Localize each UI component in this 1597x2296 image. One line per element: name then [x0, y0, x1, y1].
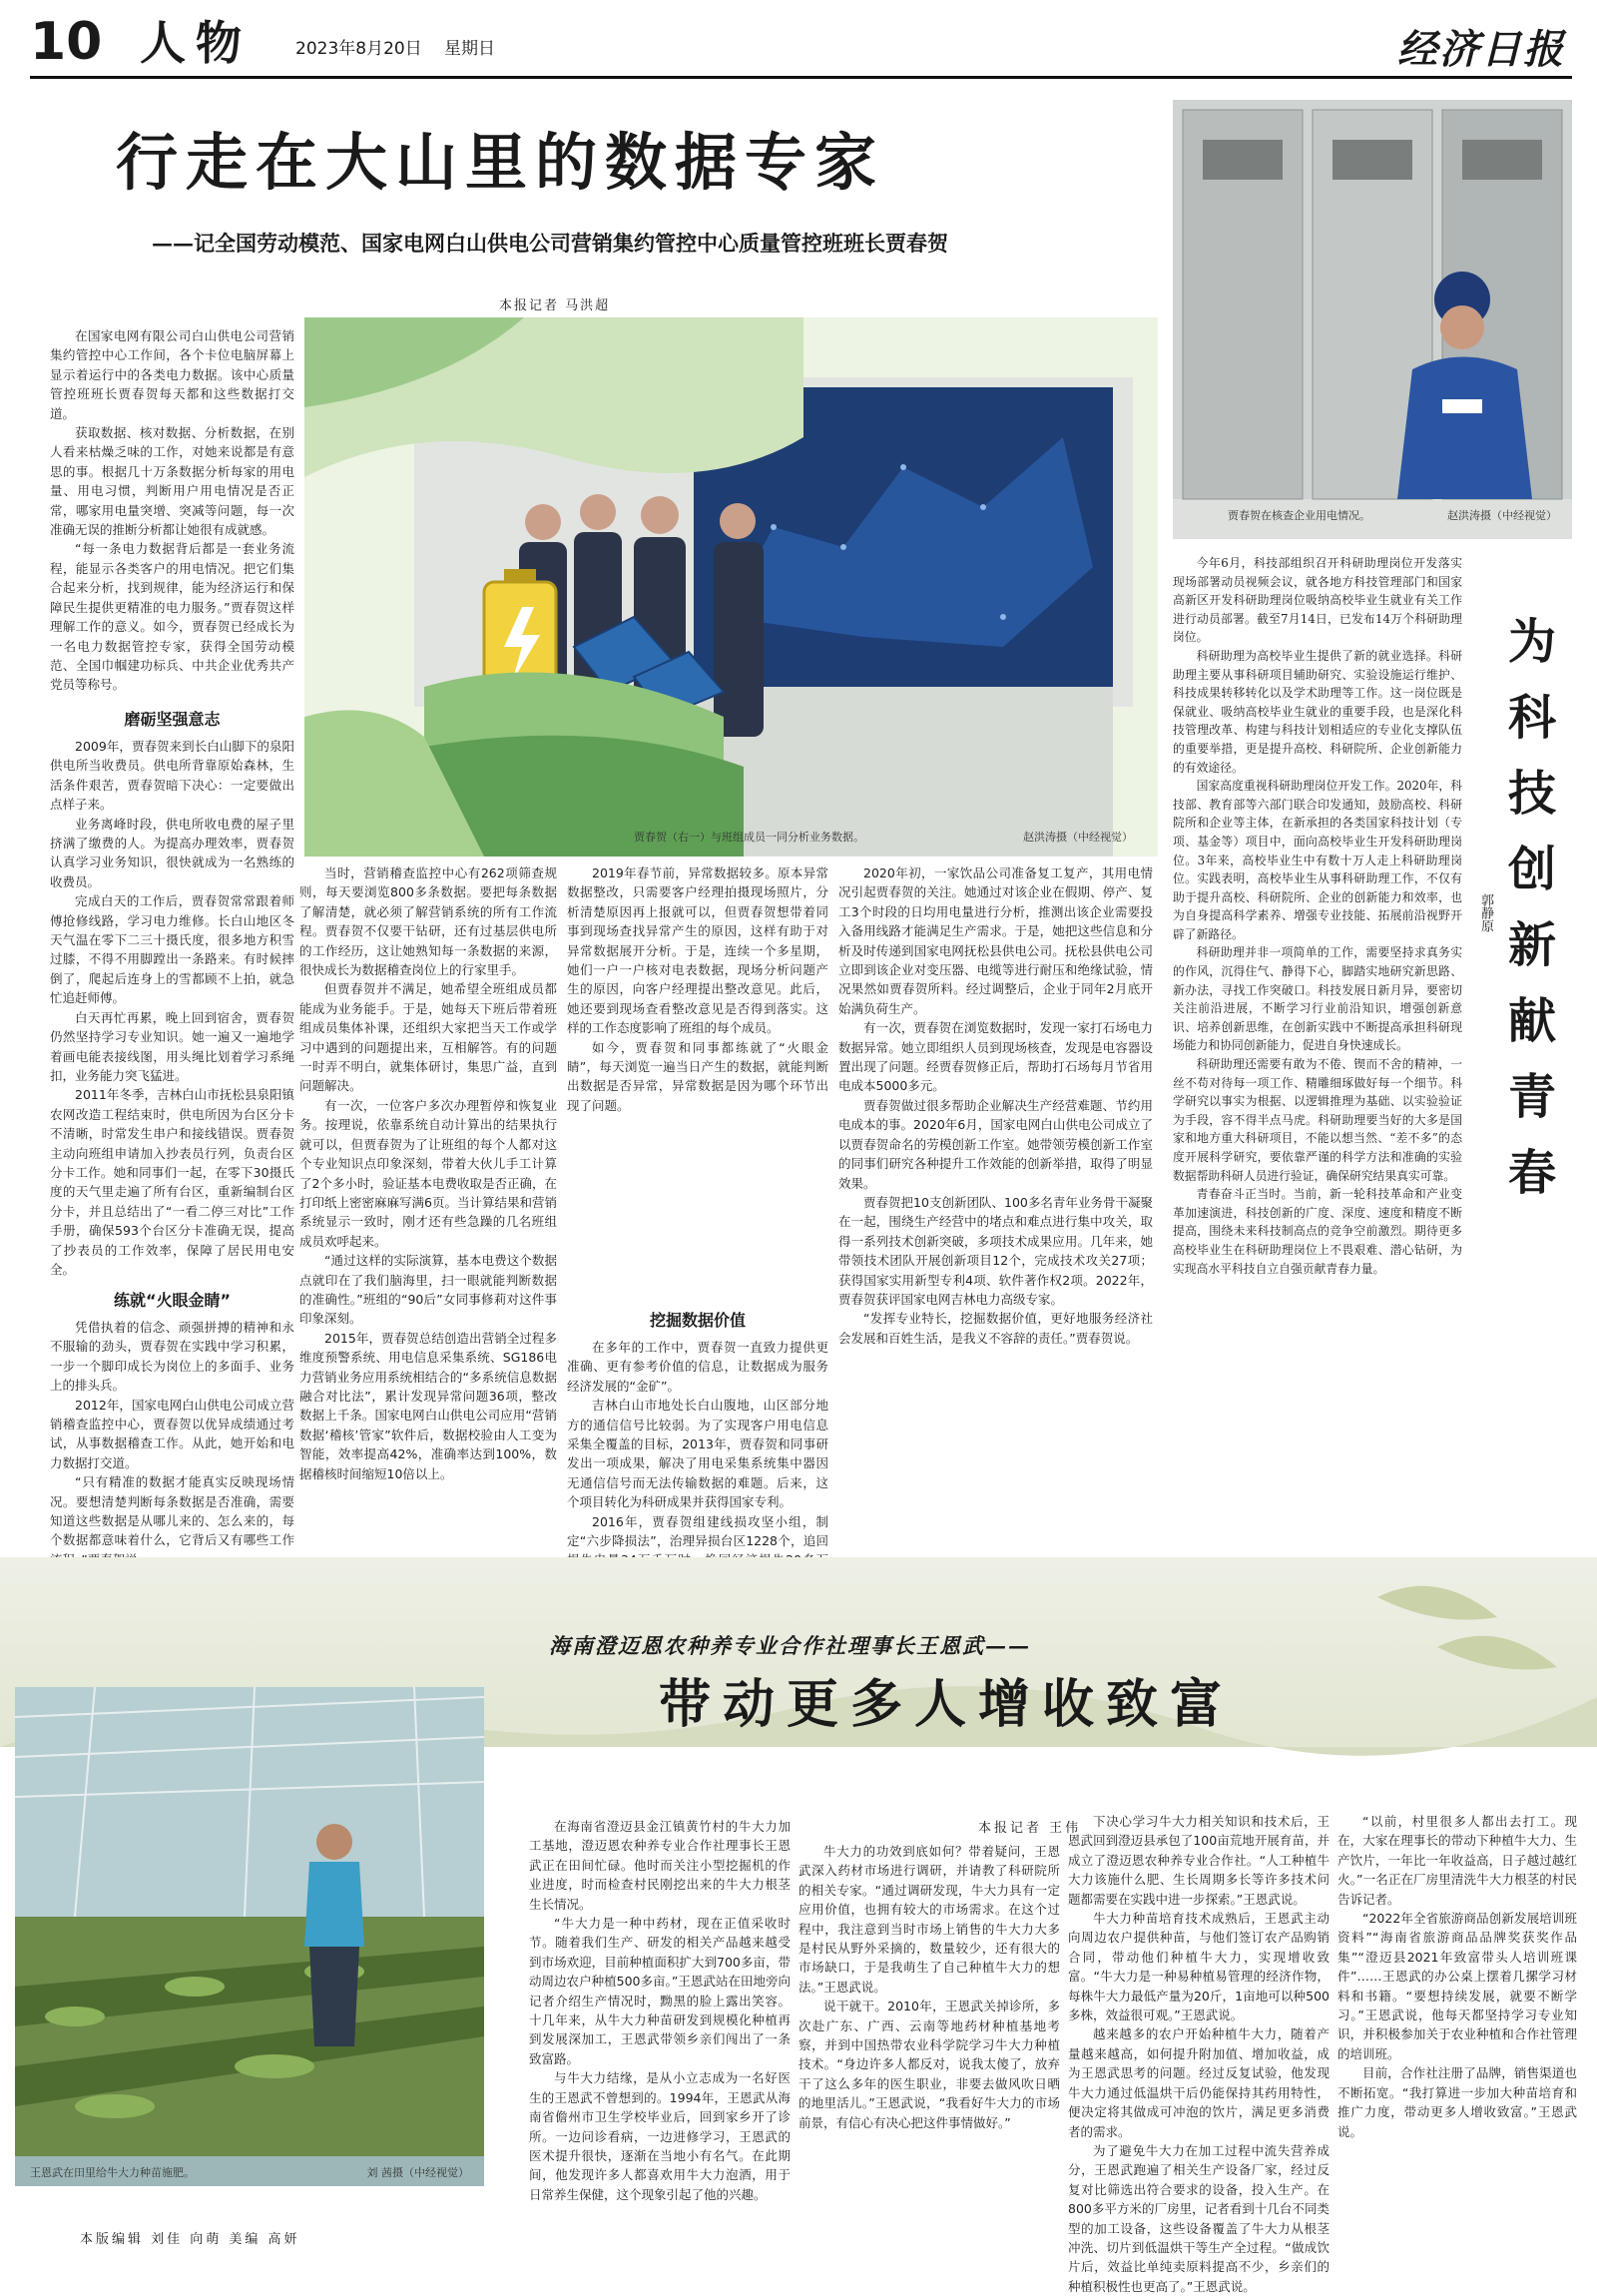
page-header — [0, 0, 1597, 82]
title-char: 春 — [1507, 1145, 1556, 1201]
title-char: 创 — [1507, 842, 1556, 897]
paragraph: 白天再忙再累，晚上回到宿舍，贾春贺仍然坚持学习专业知识。她一遍又一遍地学着画电能表接线图，用头绳比划着学习系绳扣，业务能力突飞猛进。 — [50, 1009, 294, 1083]
section-name: 人物 — [140, 16, 252, 70]
page-footer: 本版编辑 刘佳 向萌 美编 高妍 — [80, 2232, 300, 2247]
paragraph: 吉林白山市地处长白山腹地，山区部分地方的通信信号比较弱。为了实现客户用电信息采集全覆盖的目标，2013年，贾春贺和同事研发出一项成果，解决了用电采集系统集中器因无通信信号而无法传输数据的难题。后来，这个项目转化为科研成果并获得国家专利。 — [567, 1398, 828, 1510]
story3-title: 带动更多人增收致富 — [659, 1674, 1235, 1735]
title-char: 为 — [1507, 614, 1556, 670]
paragraph: 2020年初，一家饮品公司准备复工复产，其用电情况引起贾春贺的关注。她通过对该企业在假期、停产、复工3个时段的日均用电量进行分析，推测出该企业需要投入备用线路才能满足生产需求。于是，她把这些信息和分析及时传递到国家电网抚松县供电公司。抚松县供电公司立即到该企业对变压器、电缆等进行耐压和绝缘试验，情况果然如贾春贺所料。经过调整后，企业于同年2月底开始满负荷生产。 — [838, 865, 1153, 1016]
power-cabinet-illustration — [1173, 100, 1572, 499]
section-heading-2: 练就“火眼金睛” — [113, 1291, 232, 1310]
paragraph: 有一次，一位客户多次办理暂停和恢复业务。按理说，依靠系统自动计算出的结果执行就可以，但贾春贺为了让班组的每个人都对这个专业知识点印象深刻，带着大伙儿手工计算了2个多小时，验证基本电费收取是否正确，在打印纸上密密麻麻写满6页。当计算结果和营销系统显示一致时，刚才还有些急躁的几名班组成员欢呼起来。 — [299, 1097, 557, 1249]
paragraph: 2015年，贾春贺总结创造出营销全过程多维度预警系统、用电信息采集系统、SG186电力营销业务应用系统相结合的“多系统信息数据融合对比法”，累计发现异常问题36项，整改数据上千条。国家电网白山供电公司应用“营销数据‘稽核’管家”软件后，数据校验由人工变为智能，效率提高42%，准确率达到100%，数据稽核时间缩短10倍以上。 — [299, 1330, 557, 1481]
story3-photo-caption — [30, 2164, 469, 2180]
photo2-credit: 赵洪涛摄（中经视觉） — [1447, 509, 1557, 522]
paragraph: “牛大力是一种中药材，现在正值采收时节。随着我们生产、研发的相关产品越来越受到市场欢迎，目前种植面积扩大到700多亩，带动周边农户种植500多亩。”王恩武站在田地旁向记者介绍生产情况时，黝黑的脸上露出笑容。十几年来，从牛大力种苗研发到规模化种植再到发展深加工，王恩武带领乡亲们闯出了一条致富路。 — [529, 1916, 791, 2066]
story2-author: 郭静原 — [1478, 893, 1493, 932]
greenhouse-field-illustration — [15, 1687, 484, 2156]
photo2-caption-text: 贾春贺在核查企业用电情况。 — [1228, 509, 1370, 522]
story1-section2-col2 — [299, 863, 557, 1547]
story1-photo-caption — [634, 829, 1133, 845]
photo3-caption-text: 王恩武在田里给牛大力种苗施肥。 — [30, 2166, 195, 2179]
story2-box — [1168, 554, 1572, 1542]
paragraph: 说干就干。2010年，王恩武关掉诊所，多次赴广东、广西、云南等地药材种植基地考察，并到中国热带农业科学院学习牛大力种植技术。“身边许多人都反对，说我太傻了，放弃干了这么多年的医生职业，非要去做风吹日晒的地里活儿。”王恩武说，“我看好牛大力的市场前景，有信心有决心把这件事情做好。” — [798, 1999, 1060, 2130]
paragraph: 贾春贺把10支创新团队、100多名青年业务骨干凝聚在一起，围绕生产经营中的堵点和难点进行集中攻关，取得一系列技术创新突破，多项技术成果应用。几年来，她带领技术团队开展创新项目12个，完成技术攻关27项；获得国家实用新型专利4项、软件著作权2项。2022年，贾春贺获评国家电网吉林电力高级专家。 — [838, 1194, 1153, 1307]
paragraph: 业务离峰时段，供电所收电费的屋子里挤满了缴费的人。为提高办理效率，贾春贺认真学习业务知识，很快就成为一名熟练的收费员。 — [50, 816, 294, 889]
story1-title: 行走在大山里的数据专家 — [116, 126, 885, 199]
paragraph: “通过这样的实际演算，基本电费这个数据点就印在了我们脑海里，扫一眼就能判断数据的准确性。”班组的“90后”女同事修莉对这件事印象深刻。 — [299, 1253, 557, 1327]
paragraph: 有一次，贾春贺在浏览数据时，发现一家打石场电力数据异常。她立即组织人员到现场核查，发现是电容器设置出现了问题。经贾春贺修正后，帮助打石场每月节省用电成本5000多元。 — [838, 1020, 1153, 1094]
story3-col2 — [798, 1842, 1060, 2256]
paragraph: “以前，村里很多人都出去打工。现在，大家在理事长的带动下种植牛大力、生产饮片，一年比一年收益高，日子越过越红火。”一名正在厂房里清洗牛大力根茎的村民告诉记者。 — [1337, 1814, 1577, 1907]
page-number: 10 — [30, 12, 103, 72]
story1-section3-col1 — [567, 1338, 828, 1547]
paragraph: “发挥专业特长，挖掘数据价值，更好地服务经济社会发展和百姓生活，是我义不容辞的责任。”贾春贺说。 — [838, 1311, 1153, 1346]
paragraph: 在多年的工作中，贾春贺一直致力提供更准确、更有参考价值的信息，让数据成为服务经济发展的“金矿”。 — [567, 1340, 828, 1394]
paragraph: 2009年，贾春贺来到长白山脚下的泉阳供电所当收费员。供电所背靠原始森林，生活条件艰苦，贾春贺暗下决心：一定要做出点样子来。 — [50, 739, 294, 813]
story1-section1 — [50, 737, 294, 1286]
paragraph: 国家高度重视科研助理岗位开发工作。2020年，科技部、教育部等六部门联合印发通知，鼓励高校、科研院所和企业等主体，在新承担的各类国家科技计划（专项、基金等）项目中，面向高校毕业生开发科研助理岗位。3年来，高校毕业生中有数十万人走上科研助理岗位。实践表明，高校毕业生从事科研助理工作，不仅有助于提升高校、科研院所、企业的创新能力和效率，也为自身提高科学素养、增强专业技能、拓展前沿视野开辟了新路径。 — [1173, 779, 1462, 941]
paragraph: 但贾春贺并不满足，她希望全班组成员都能成为业务能手。于是，她每天下班后带着班组成员集体补课，还组织大家把当天工作或学习中遇到的问题提出来，互相解答。有的问题一时弄不明白，就集体研讨，集思广益，直到问题解决。 — [299, 981, 557, 1094]
story1-intro — [50, 326, 294, 696]
story3-byline: 本报记者 王伟 — [978, 1821, 1082, 1836]
paragraph: 下决心学习牛大力相关知识和技术后，王恩武回到澄迈县承包了100亩荒地开展育苗，并成立了澄迈恩农种养专业合作社。“人工种植牛大力该施什么肥、生长周期多长等许多技术问题都需要在实践中进一步探索。”王恩武说。 — [1068, 1814, 1330, 1907]
paragraph: 与牛大力结缘，是从小立志成为一名好医生的王恩武不曾想到的。1994年，王恩武从海南省儋州市卫生学校毕业后，回到家乡开了诊所。一边问诊看病，一边进修学习，王恩武的医术提升很快，逐渐在当地小有名气。在此期间，他发现许多人都喜欢用牛大力泡酒，用于日常养生保健，这个现象引起了他的兴趣。 — [529, 2070, 791, 2202]
paragraph: 获取数据、核对数据、分析数据，在别人看来枯燥乏味的工作，对她来说都是有意思的事。根据几十万条数据分析每家的用电量、用电习惯，判断用户用电情况是否正常，哪家用电量突增、突减等问题，每一次准确无误的推断分析都让她很有成就感。 — [50, 425, 294, 538]
story1-section2-col3 — [567, 863, 828, 1303]
header-rule — [30, 76, 1572, 79]
story1-section3-col2 — [838, 863, 1153, 1547]
photo-caption-text: 贾春贺（右一）与班组成员一同分析业务数据。 — [634, 831, 864, 844]
photo-credit: 赵洪涛摄（中经视觉） — [1023, 831, 1133, 844]
paragraph: “2022年全省旅游商品创新发展培训班资料”“海南省旅游商品品牌奖获奖作品集”“澄迈县2021年致富带头人培训班课件”……王恩武的办公桌上摆着几摞学习材料和书籍。“要想持续发展，就要不断学习。”王恩武说，他每天都坚持学习专业知识，并积极参加关于农业种植和合作社管理的培训班。 — [1337, 1911, 1577, 2061]
paragraph: 科研助理并非一项简单的工作，需要坚持求真务实的作风，沉得住气、静得下心，脚踏实地研究新思路、新办法，寻找工作突破口。科技发展日新月异，要密切关注前沿进展，不断学习行业前沿知识，增强创新意识、培养创新思维，在创新实践中不断提高承担科研现场能力和协同创新能力，促进自身快速成长。 — [1173, 945, 1462, 1053]
photo3-credit: 刘 茜摄（中经视觉） — [366, 2166, 469, 2179]
paragraph: 2016年，贾春贺组建线损攻坚小组，制定“六步降损法”，治理异损台区1228个，追回 — [567, 1513, 828, 1549]
paragraph: 在海南省澄迈县金江镇黄竹村的牛大力加工基地，澄迈恩农种养专业合作社理事长王恩武正在田间忙碌。他时而关注小型挖掘机的作业进度，时而检查村民刚挖出来的牛大力根茎生长情况。 — [529, 1819, 791, 1912]
title-char: 科 — [1507, 690, 1556, 746]
story1-section2-col1 — [50, 1318, 294, 1547]
story3-photo — [15, 1687, 484, 2186]
paragraph: 当时，营销稽查监控中心有262项筛查规则，每天要浏览800多条数据。要把每条数据了解清楚，就必须了解营销系统的所有工作流程。贾春贺不仅要干钻研，还有过基层供电所的工作经历，这让她熟知每一条数据的来源，很快成长为数据稽查岗位上的行家里手。 — [299, 865, 557, 978]
paragraph: 今年6月，科技部组织召开科研助理岗位开发落实现场部署动员视频会议，就各地方科技管理部门和国家高新区开发科研助理岗位吸纳高校毕业生就业有关工作进行动员部署。截至7月14日，已发布14万个科研助理岗位。 — [1173, 556, 1462, 645]
paragraph: 在国家电网有限公司白山供电公司营销集约管控中心工作间，各个卡位电脑屏幕上显示着运行中的各类电力数据。该中心质量管控班班长贾春贺每天都和这些数据打交道。 — [50, 328, 294, 421]
paragraph: 2019年春节前，异常数据较多。原本异常数据整改，只需要客户经理拍摄现场照片，分析清楚原因再上报就可以，但贾春贺想带着同事到现场查找异常产生的原因，这样有助于对异常数据展开分析。于是，连续一个多星期，她们一户一户核对电表数据，现场分析问题产生的原因，向客户经理提出整改意见。此后，她还要到现场查看整改意见是否得到落实。这样的工作态度影响了班组的每个成员。 — [567, 865, 828, 1036]
story1-subtitle: ——记全国劳动模范、国家电网白山供电公司营销集约管控中心质量管控班班长贾春贺 — [152, 231, 948, 256]
paragraph: 越来越多的农户开始种植牛大力，随着产量越来越高，如何提升附加值、增加收益，成为王恩武思考的问题。经过反复试验，他发现牛大力通过低温烘干后仍能保持其药用特性，便决定将其做成可冲泡的饮片，满足更多消费者的需求。 — [1068, 2026, 1330, 2139]
story2-body — [1173, 554, 1462, 1537]
paragraph: 2011年冬季，吉林白山市抚松县泉阳镇农网改造工程结束时，供电所因为台区分卡不清晰，时常发生串户和接线错误。贾春贺主动向班组申请加入抄表员行列，负责台区分卡工作。她和同事们一起，在零下30摄氏度的天气里走遍了所有台区，重新编制台区分卡，并且总结出了“一看二停三对比”工作手册，确保593个台区分卡准确无误，提高了抄表员的工作效率，保障了居民用电安全。 — [50, 1087, 294, 1277]
story3-col1 — [529, 1817, 791, 2256]
paragraph: 如今，贾春贺和同事都练就了“火眼金睛”，每天浏览一遍当日产生的数据，就能判断出数据是否异常，异常数据是因为哪个环节出现了问题。 — [567, 1039, 828, 1113]
title-char: 新 — [1507, 917, 1556, 973]
paragraph: 2012年，国家电网白山供电公司成立营销稽查监控中心，贾春贺以优异成绩通过考试，从事数据稽查工作。从此，她开始和电力数据打交道。 — [50, 1397, 294, 1470]
paragraph: 牛大力的功效到底如何？带着疑问，王恩武深入药材市场进行调研，并请教了科研院所的相关专家。“通过调研发现，牛大力具有一定应用价值，也拥有较大的市场需求。在这个过程中，我注意到当时市场上销售的牛大力大多是村民从野外采摘的，数量较少，还有很大的市场缺口，于是我萌生了自己种植牛大力的想法。”王恩武说。 — [798, 1844, 1060, 1995]
section-heading-1: 磨砺坚强意志 — [124, 710, 221, 729]
office-meeting-illustration — [304, 317, 1158, 857]
story3-kicker: 海南澄迈恩农种养专业合作社理事长王恩武—— — [549, 1633, 1031, 1658]
paragraph: “每一条电力数据背后都是一套业务流程，能显示各类客户的用电情况。把它们集合起来分析，找到规律，能为经济运行和保障民生提供更精准的电力服务。”贾春贺这样理解工作的意义。如今，贾春贺已经成长为一名电力数据管控专家，获得全国劳动模范、全国巾帼建功标兵、中共企业优秀共产党员等称号。 — [50, 541, 294, 693]
title-char: 献 — [1507, 993, 1556, 1049]
masthead-logo: 经济日报 — [1397, 26, 1565, 73]
story1-byline: 本报记者 马洪超 — [499, 298, 611, 313]
story1-secondary-photo — [1173, 100, 1572, 539]
title-char: 技 — [1507, 766, 1556, 822]
paragraph: 完成白天的工作后，贾春贺常常跟着师傅抢修线路，学习电力维修。长白山地区冬天气温在零下二三十摄氏度，很多地方积雪过膝，不得不用脚蹚出一条路来。有时候摔倒了，爬起后连身上的雪都顾不上拍，就急忙追赶师傅。 — [50, 893, 294, 1006]
paragraph: 科研助理为高校毕业生提供了新的就业选择。科研助理主要从事科研项目辅助研究、实验设施运行维护、科技成果转移转化以及学术助理等工作。这一岗位既是保就业、吸纳高校毕业生就业的重要手段，也是深化科技管理改革、构建与科技计划相适应的专业化支撑队伍的重要举措，更是提升高校、科研院所、企业创新能力的有效途径。 — [1173, 648, 1462, 775]
title-char: 青 — [1507, 1069, 1556, 1125]
section-heading-3: 挖掘数据价值 — [649, 1311, 746, 1330]
story1-main-photo — [304, 317, 1158, 857]
story3-col4 — [1337, 1812, 1577, 2256]
paragraph: 青春奋斗正当时。当前，新一轮科技革命和产业变革加速演进，科技创新的广度、深度、速度和精度不断提高，围绕未来科技制高点的竞争空前激烈。期待更多高校毕业生在科研助理岗位上不畏艰难、潜心钻研，为实现高水平科技自立自强贡献青春力量。 — [1173, 1187, 1462, 1276]
paragraph: 贾春贺做过很多帮助企业解决生产经营难题、节约用电成本的事。2020年6月，国家电网白山供电公司成立了以贾春贺命名的劳模创新工作室。她带领劳模创新工作室的同事们研究各种提升工作效能的创新举措，取得了明显效果。 — [838, 1097, 1153, 1191]
paragraph: 牛大力种苗培育技术成熟后，王恩武主动向周边农户提供种苗，与他们签订农产品购销合同，带动他们种植牛大力，实现增收致富。“牛大力是一种易种植易管理的经济作物，每株牛大力最低产量为20斤，1亩地可以种500多株，效益很可观。”王恩武说。 — [1068, 1911, 1330, 2023]
story1-photo2-caption — [1228, 507, 1557, 523]
issue-date: 2023年8月20日 — [295, 39, 422, 59]
paragraph: “只有精准的数据才能真实反映现场情况。要想清楚判断每条数据是否准确，需要知道这些数据是从哪儿来的、怎么来的，每个数据都意味着什么，它背后又有哪些工作 — [50, 1474, 294, 1548]
story3-col3 — [1068, 1812, 1330, 2294]
paragraph: 科研助理还需要有敢为不倦、锲而不舍的精神，一丝不苟对待每一项工作、精雕细琢做好每一个细节。科学研究以事实为根据、以逻辑推理为基础、以实验验证为手段，容不得半点马虎。科研助理要当好的大多是国家和地方重大科研项目，不能以想当然、“差不多”的态度开展科学研究，要依靠严谨的科学方法和准确的实验数据帮助科研人员进行验证，确保研究结果真实可靠。 — [1173, 1057, 1462, 1183]
paragraph: 目前，合作社注册了品牌，销售渠道也不断拓宽。“我打算进一步加大种苗培育和推广力度，带动更多人增收致富。”王恩武说。 — [1337, 2065, 1577, 2139]
story2-vertical-title — [1502, 604, 1562, 1211]
paragraph: 为了避免牛大力在加工过程中流失营养成分，王恩武跑遍了相关生产设备厂家，经过反复对比筛选出符合要求的设备，投入生产。在800多平方米的厂房里，记者看到十几台不同类型的加工设备，这些设备覆盖了牛大力从根茎冲洗、切片到低温烘干等生产全过程。“做成饮片后，效益比单纯卖原料提高不少，乡亲们的种植积极性也更高了。”王恩武说。 — [1068, 2142, 1330, 2294]
issue-weekday: 星期日 — [444, 39, 495, 59]
paragraph: 凭借执着的信念、顽强拼搏的精神和永不服输的劲头，贾春贺在实践中学习积累，一步一个脚印成长为岗位上的多面手、业务上的排头兵。 — [50, 1320, 294, 1394]
